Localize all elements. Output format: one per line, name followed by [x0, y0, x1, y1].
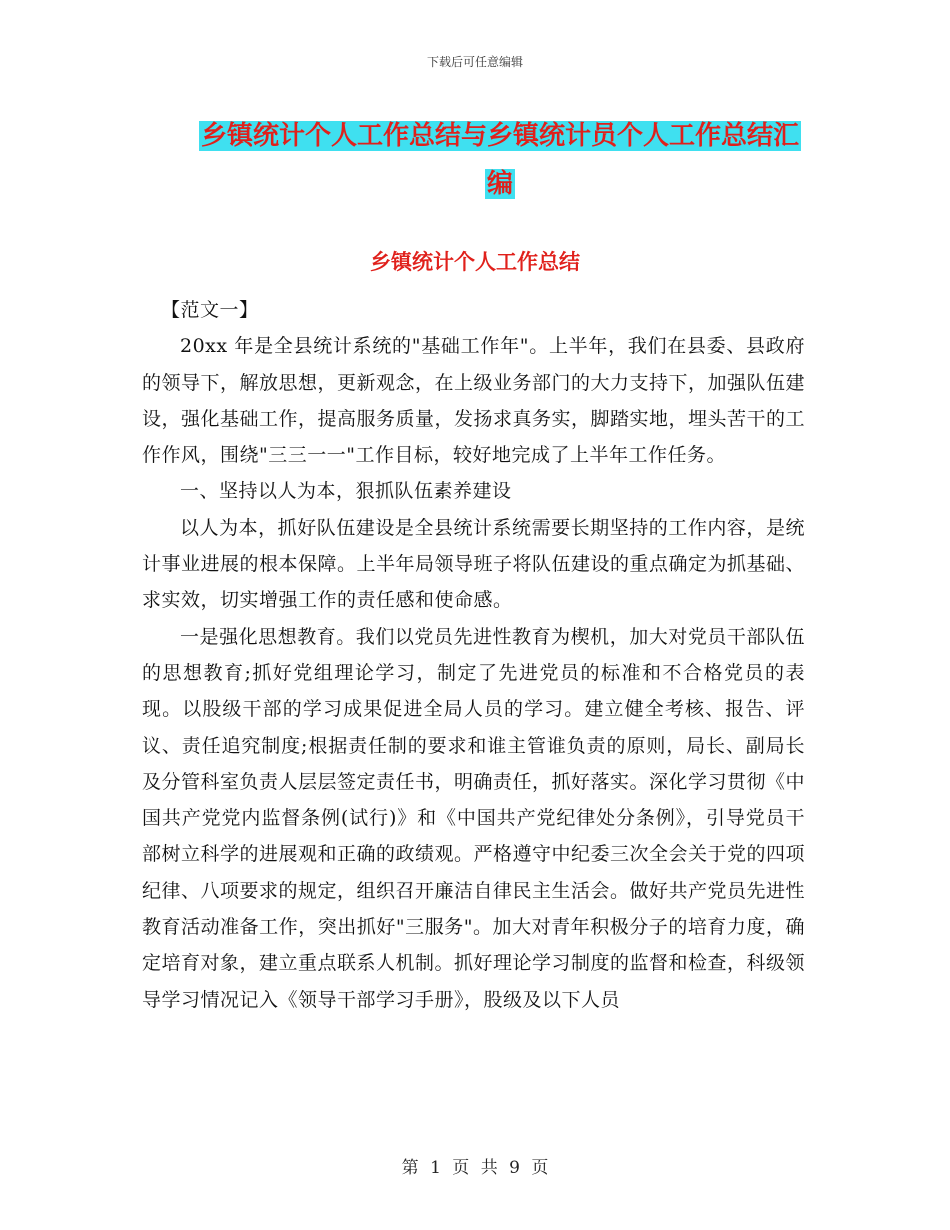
document-title-line-2: 编: [486, 169, 513, 199]
paragraph: 以人为本，抓好队伍建设是全县统计系统需要长期坚持的工作内容，是统计事业进展的根本保障。上半年局领导班子将队伍建设的重点确定为抓基础、求实效，切实增强工作的责任感和使命感。: [142, 516, 806, 612]
document-title-line-1: 乡镇统计个人工作总结与乡镇统计员个人工作总结汇: [200, 121, 799, 151]
document-title: [190, 112, 810, 208]
sample-label: 【范文一】: [161, 299, 259, 321]
header-note: 下载后可任意编辑: [426, 55, 523, 69]
section-title: 乡镇统计个人工作总结: [370, 250, 580, 274]
subheading: 一、坚持以人为本，狠抓队伍素养建设: [180, 480, 512, 503]
document-body: [142, 292, 805, 1018]
paragraph: 一是强化思想教育。我们以党员先进性教育为楔机，加大对党员干部队伍的思想教育;抓好党组理论学习，制定了先进党员的标准和不合格党员的表现。以股级干部的学习成果促进全局人员的学习。建立健全考核、报告、评议、责任追究制度;根据责任制的要求和谁主管谁负责的原则，局长、副局长及分管科室负责人层层签定责任书，明确责任，抓好落实。深化学习贯彻《中国共产党党内监督条例(试行)》和《中国共产党纪律处分条例》，引导党员干部树立科学的进展观和正确的政绩观。严格遵守中纪委三次全会关于党的四项纪律、八项要求的规定，组织召开廉洁自律民主生活会。做好共产党员先进性教育活动准备工作，突出抓好"三服务"。加大对青年积极分子的培育力度，确定培育对象，建立重点联系人机制。抓好理论学习制度的监督和检查，科级领导学习情况记入《领导干部学习手册》，股级及以下人员: [142, 625, 806, 1011]
page-footer: 第 1 页 共 9 页: [401, 1158, 549, 1178]
paragraph: 20xx 年是全县统计系统的"基础工作年"。上半年，我们在县委、县政府的领导下，解放思想，更新观念，在上级业务部门的大力支持下，加强队伍建设，强化基础工作，提高服务质量，发扬求真务实，脚踏实地，埋头苦干的工作作风，围绕"三三一一"工作目标，较好地完成了上半年工作任务。: [142, 335, 806, 467]
